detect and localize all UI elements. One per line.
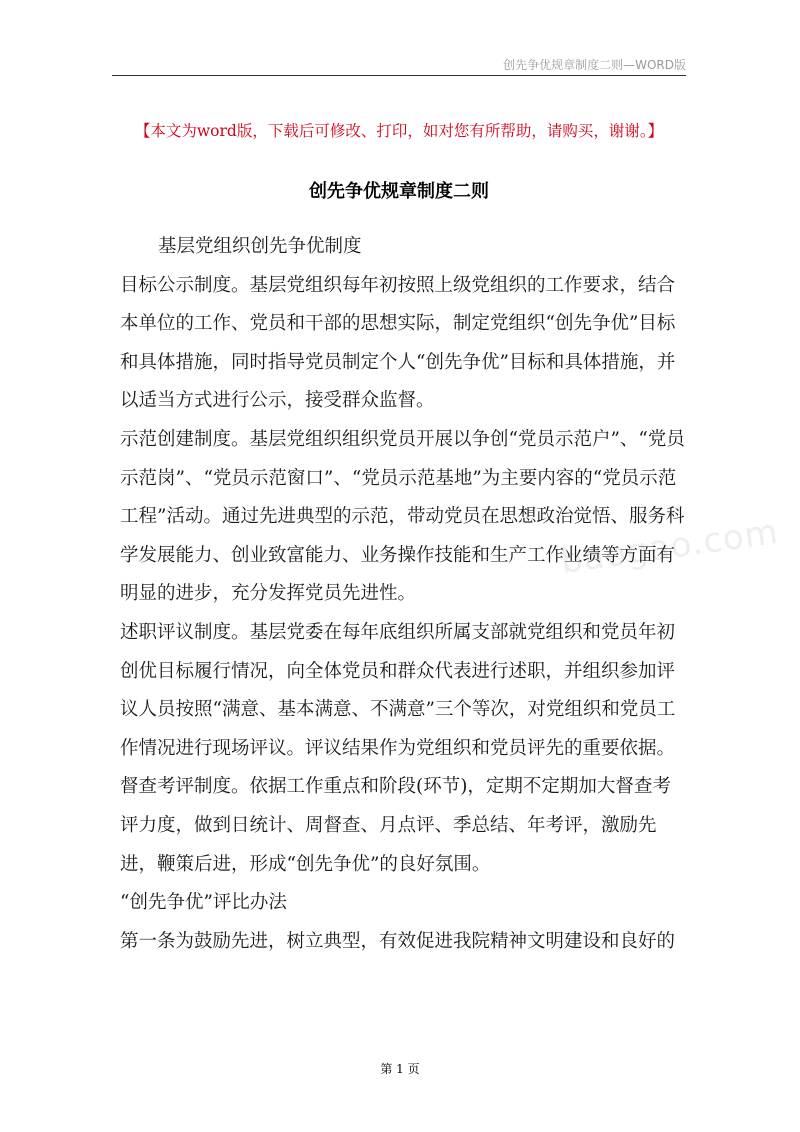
section-heading: 基层党组织创先争优制度 (158, 236, 362, 257)
watermark: baogao.com (558, 511, 781, 583)
header-divider (112, 75, 686, 76)
paragraph-reporting-review: 述职评议制度。基层党委在每年底组织所属支部就党组织和党员年初创优目标履行情况，向全体党员和群众代表进行述职，并组织参加评议人员按照“满意、基本满意、不满意”三个等次，对党组织和党员工作情况进行现场评议。评议结果作为党组织和党员评先的重要依据。 (120, 621, 676, 759)
paragraph-article-one: 第一条为鼓励先进，树立典型，有效促进我院精神文明建设和良好的 (120, 930, 676, 952)
document-body (120, 228, 686, 961)
document-title: 创先争优规章制度二则 (309, 181, 489, 202)
paragraph-supervision: 督查考评制度。依据工作重点和阶段(环节)，定期不定期加大督查考评力度，做到日统计、周督查、月点评、季总结、年考评，激励先进，鞭策后进，形成“创先争优”的良好氛围。 (120, 776, 671, 875)
page-header: 创先争优规章制度二则—WORD版 (503, 58, 686, 72)
page-number: 第 1 页 (380, 1062, 420, 1076)
paragraph-demonstration: 示范创建制度。基层党组织组织党员开展以争创“党员示范户”、“党员示范岗”、“党员示范窗口”、“党员示范基地”为主要内容的“党员示范工程”活动。通过先进典型的示范，带动党员在思想政治觉悟、服务科学发展能力、创业致富能力、业务操作技能和生产工作业绩等方面有明显的进步，充分发挥党员先进性。 (120, 428, 685, 605)
section-heading-evaluation: “创先争优”评比办法 (120, 892, 287, 914)
download-notice: 【本文为word版，下载后可修改、打印，如对您有所帮助，请购买，谢谢。】 (134, 122, 664, 140)
paragraph-goal-disclosure: 目标公示制度。基层党组织每年初按照上级党组织的工作要求，结合本单位的工作、党员和干部的思想实际，制定党组织“创先争优”目标和具体措施，同时指导党员制定个人“创先争优”目标和具体措施，并以适当方式进行公示，接受群众监督。 (120, 274, 676, 412)
